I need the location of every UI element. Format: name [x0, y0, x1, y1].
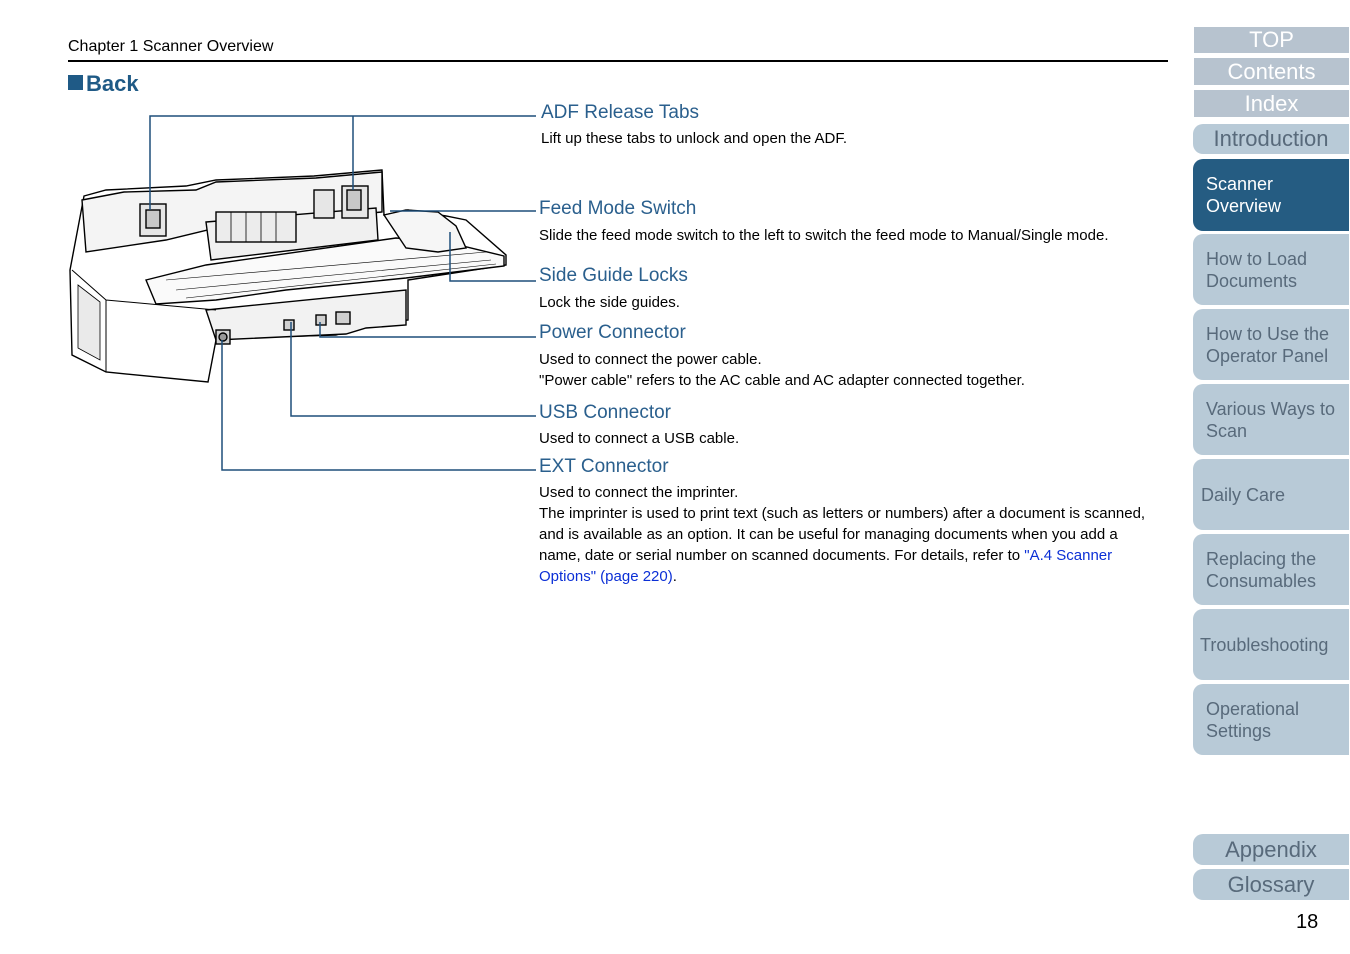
section-title-text: Back: [86, 71, 139, 96]
side-guide-locks-desc: Lock the side guides.: [539, 294, 680, 311]
adf-release-tabs-title: ADF Release Tabs: [541, 102, 700, 123]
ext-connector-desc-para: [539, 503, 1154, 587]
nav-introduction-tab[interactable]: Introduction: [1193, 124, 1349, 154]
page-number: 18: [1296, 911, 1319, 933]
nav-tab-scanner-overview[interactable]: Scanner Overview: [1193, 159, 1349, 231]
nav-tab-replacing-consumables[interactable]: Replacing the Consumables: [1193, 534, 1349, 605]
feed-mode-switch-desc: Slide the feed mode switch to the left to switch the feed mode to Manual/Single mode.: [539, 227, 1109, 244]
ext-connector-desc-period: .: [672, 568, 677, 585]
scanner-options-link[interactable]: "A.4 Scanner Options" (page 220): [539, 547, 1113, 585]
nav-tab-troubleshooting[interactable]: Troubleshooting: [1193, 609, 1349, 680]
adf-release-tabs-desc: Lift up these tabs to unlock and open the ADF.: [541, 130, 848, 147]
chapter-header: Chapter 1 Scanner Overview: [68, 38, 274, 55]
ext-connector-title: EXT Connector: [539, 456, 669, 477]
power-connector-desc-line-2: "Power cable" refers to the AC cable and AC adapter connected together.: [539, 372, 1025, 389]
power-connector-desc-line-1: Used to connect the power cable.: [539, 351, 762, 368]
ext-connector-desc-text: The imprinter is used to print text (such as letters or numbers) after a document is scanned, and is available as an option. It can be useful for managing documents when you add a name, date or serial number on scanned documents. For details, refer to: [539, 505, 1146, 564]
nav-glossary-tab[interactable]: Glossary: [1193, 869, 1349, 900]
nav-index-button[interactable]: Index: [1194, 90, 1349, 117]
power-connector-title: Power Connector: [539, 322, 686, 343]
usb-connector-desc: Used to connect a USB cable.: [539, 430, 740, 447]
nav-tab-various-ways-to-scan[interactable]: Various Ways to Scan: [1193, 384, 1349, 455]
nav-appendix-tab[interactable]: Appendix: [1193, 834, 1349, 865]
feed-mode-switch-title: Feed Mode Switch: [539, 198, 697, 219]
ext-connector-desc-line-1: Used to connect the imprinter.: [539, 484, 739, 501]
nav-tab-operational-settings[interactable]: Operational Settings: [1193, 684, 1349, 755]
nav-top-button[interactable]: TOP: [1194, 27, 1349, 53]
nav-tab-operator-panel[interactable]: How to Use the Operator Panel: [1193, 309, 1349, 380]
nav-contents-button[interactable]: Contents: [1194, 58, 1349, 85]
ext-connector-desc: [539, 482, 1154, 587]
nav-tab-daily-care[interactable]: Daily Care: [1193, 459, 1349, 530]
usb-connector-title: USB Connector: [539, 402, 672, 423]
side-guide-locks-title: Side Guide Locks: [539, 265, 688, 286]
power-connector-desc: [539, 349, 1159, 391]
nav-tab-how-to-load-documents[interactable]: How to Load Documents: [1193, 234, 1349, 305]
